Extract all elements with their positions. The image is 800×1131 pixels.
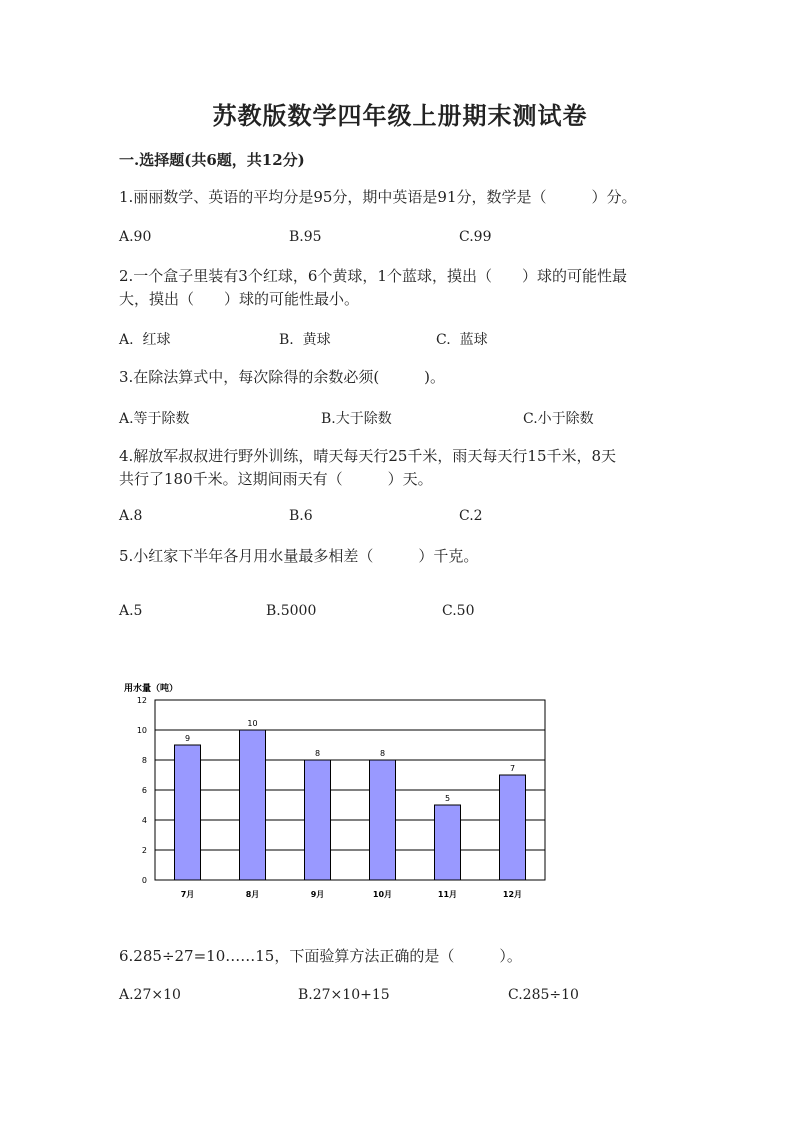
question-1-option-c[interactable]: C.99 bbox=[459, 229, 492, 245]
question-5-text: 5.小红家下半年各月用水量最多相差（ ）千克。 bbox=[119, 547, 479, 565]
chart-data-label: 7 bbox=[509, 764, 516, 773]
chart-bar bbox=[370, 760, 396, 880]
chart-x-tick-label: 10月 bbox=[372, 890, 393, 899]
chart-x-tick-label: 8月 bbox=[245, 890, 260, 899]
chart-y-axis-label: 用水量（吨） bbox=[124, 684, 179, 694]
question-1-option-b[interactable]: B.95 bbox=[289, 229, 322, 245]
chart-y-tick-label: 2 bbox=[141, 846, 147, 855]
chart-y-tick-label: 0 bbox=[141, 876, 147, 885]
water-usage-bar-chart bbox=[110, 675, 560, 910]
section-heading: 一.选择题(共6题，共12分) bbox=[119, 151, 305, 169]
chart-bar bbox=[240, 730, 266, 880]
question-4-option-a[interactable]: A.8 bbox=[119, 508, 143, 524]
chart-bar bbox=[175, 745, 201, 880]
question-2-text-cont: 大，摸出（ ）球的可能性最小。 bbox=[119, 290, 360, 308]
question-4-text-cont: 共行了180千米。这期间雨天有（ ）天。 bbox=[119, 470, 433, 488]
chart-x-tick-label: 7月 bbox=[180, 890, 195, 899]
chart-y-tick-label: 12 bbox=[136, 696, 147, 705]
chart-x-tick-label: 11月 bbox=[437, 890, 458, 899]
chart-y-tick-label: 10 bbox=[136, 726, 147, 735]
question-2-text: 2.一个盒子里装有3个红球，6个黄球，1个蓝球，摸出（ ）球的可能性最 bbox=[119, 267, 627, 285]
question-5-option-b[interactable]: B.5000 bbox=[266, 603, 317, 619]
chart-data-label: 8 bbox=[314, 749, 321, 758]
question-1-option-a[interactable]: A.90 bbox=[119, 229, 152, 245]
question-4-text: 4.解放军叔叔进行野外训练，晴天每天行25千米，雨天每天行15千米，8天 bbox=[119, 447, 617, 465]
question-3-option-a[interactable]: A.等于除数 bbox=[119, 411, 190, 427]
question-3-option-c[interactable]: C.小于除数 bbox=[523, 411, 594, 427]
chart-y-tick-label: 6 bbox=[141, 786, 147, 795]
question-6-option-b[interactable]: B.27×10+15 bbox=[298, 987, 390, 1003]
question-6-option-c[interactable]: C.285÷10 bbox=[508, 987, 579, 1003]
question-2-option-c[interactable]: C. 蓝球 bbox=[436, 332, 488, 348]
question-4-option-c[interactable]: C.2 bbox=[459, 508, 483, 524]
chart-y-tick-label: 8 bbox=[141, 756, 147, 765]
question-2-option-a[interactable]: A. 红球 bbox=[119, 332, 171, 348]
chart-data-label: 8 bbox=[379, 749, 386, 758]
chart-bar bbox=[435, 805, 461, 880]
chart-data-label: 10 bbox=[247, 719, 258, 728]
chart-data-label: 5 bbox=[444, 794, 451, 803]
chart-x-tick-label: 12月 bbox=[502, 890, 523, 899]
question-1-text: 1.丽丽数学、英语的平均分是95分，期中英语是91分，数学是（ ）分。 bbox=[119, 188, 637, 206]
page-title: 苏教版数学四年级上册期末测试卷 bbox=[212, 101, 588, 130]
chart-x-tick-label: 9月 bbox=[310, 890, 325, 899]
chart-data-label: 9 bbox=[184, 734, 191, 743]
question-2-option-b[interactable]: B. 黄球 bbox=[279, 332, 331, 348]
question-6-text: 6.285÷27=10……15，下面验算方法正确的是（ ）。 bbox=[119, 947, 522, 965]
chart-bar bbox=[500, 775, 526, 880]
chart-y-tick-label: 4 bbox=[141, 816, 147, 825]
question-5-option-a[interactable]: A.5 bbox=[119, 603, 143, 619]
question-4-option-b[interactable]: B.6 bbox=[289, 508, 313, 524]
question-6-option-a[interactable]: A.27×10 bbox=[119, 987, 181, 1003]
chart-bar bbox=[305, 760, 331, 880]
question-3-text: 3.在除法算式中，每次除得的余数必须( )。 bbox=[119, 368, 446, 386]
question-3-option-b[interactable]: B.大于除数 bbox=[321, 411, 392, 427]
question-5-option-c[interactable]: C.50 bbox=[442, 603, 475, 619]
